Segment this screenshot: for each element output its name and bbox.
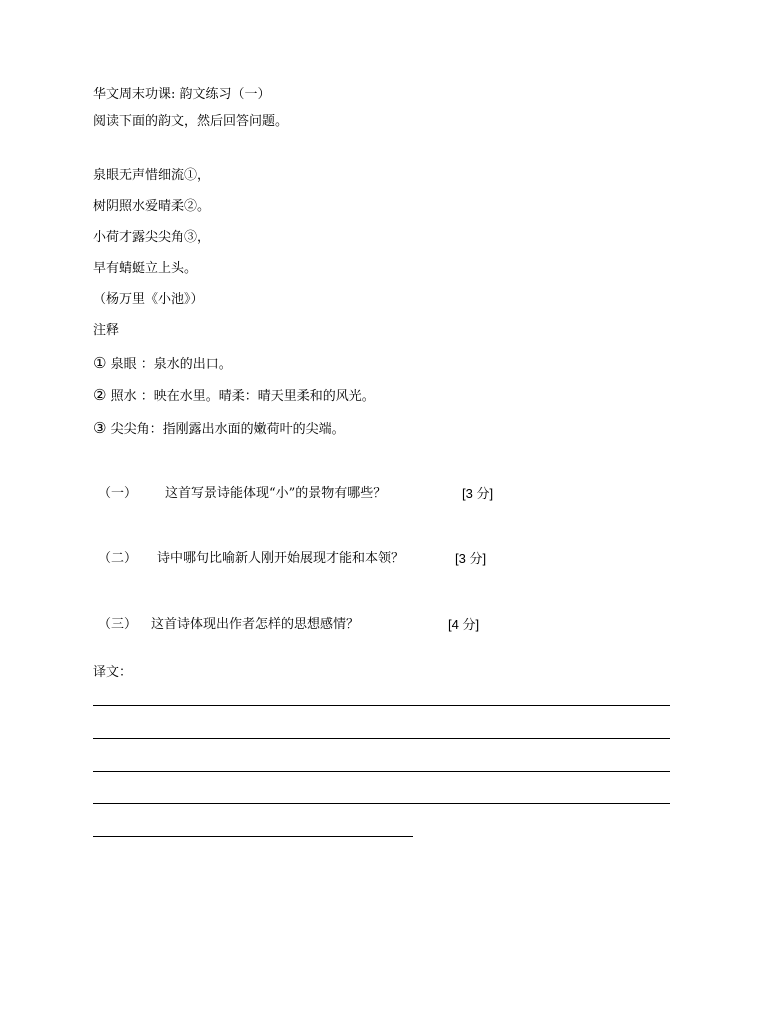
question-3-score: [4 分] [448,617,480,632]
poem-line-1: 泉眼无声惜细流①， [93,168,211,183]
note-1-number: ① [93,354,107,372]
question-2 [98,550,487,568]
question-2-score: [3 分] [455,551,487,566]
worksheet-title: 华文周末功课: 韵文练习（一） [93,87,271,102]
note-2 [93,386,375,406]
question-2-number: （二） [98,551,138,566]
note-2-text: 照水 ：映在水里。晴柔：晴天里柔和的风光。 [110,389,375,404]
answer-line-5 [93,836,413,837]
note-2-number: ② [93,386,107,404]
question-1-text: 这首写景诗能体现“小”的景物有哪些？ [165,486,387,501]
question-1-score: [3 分] [462,486,494,501]
answer-line-1 [93,705,670,706]
question-3 [98,616,480,634]
note-3 [93,419,345,439]
poem-source: （杨万里《小池》） [93,292,204,307]
answer-line-4 [93,803,670,804]
question-3-number: （三） [98,617,138,632]
question-3-text: 这首诗体现出作者怎样的思想感情？ [151,617,360,632]
poem-line-4: 早有蜻蜓立上头。 [93,261,198,276]
translation-heading: 译文： [93,665,133,680]
poem-line-3: 小荷才露尖尖角③， [93,230,211,245]
notes-heading: 注释 [93,323,120,338]
question-1-number: （一） [98,486,138,501]
question-2-text: 诗中哪句比喻新人刚开始展现才能和本领？ [157,551,405,566]
question-1 [98,485,494,503]
note-3-text: 尖尖角：指刚露出水面的嫩荷叶的尖端。 [110,422,345,437]
note-1 [93,354,232,374]
instruction-text: 阅读下面的韵文，然后回答问题。 [93,114,289,129]
poem-line-2: 树阴照水爱晴柔②。 [93,199,211,214]
answer-line-2 [93,738,670,739]
note-3-number: ③ [93,419,107,437]
note-1-text: 泉眼 ：泉水的出口。 [110,357,232,372]
answer-line-3 [93,771,670,772]
